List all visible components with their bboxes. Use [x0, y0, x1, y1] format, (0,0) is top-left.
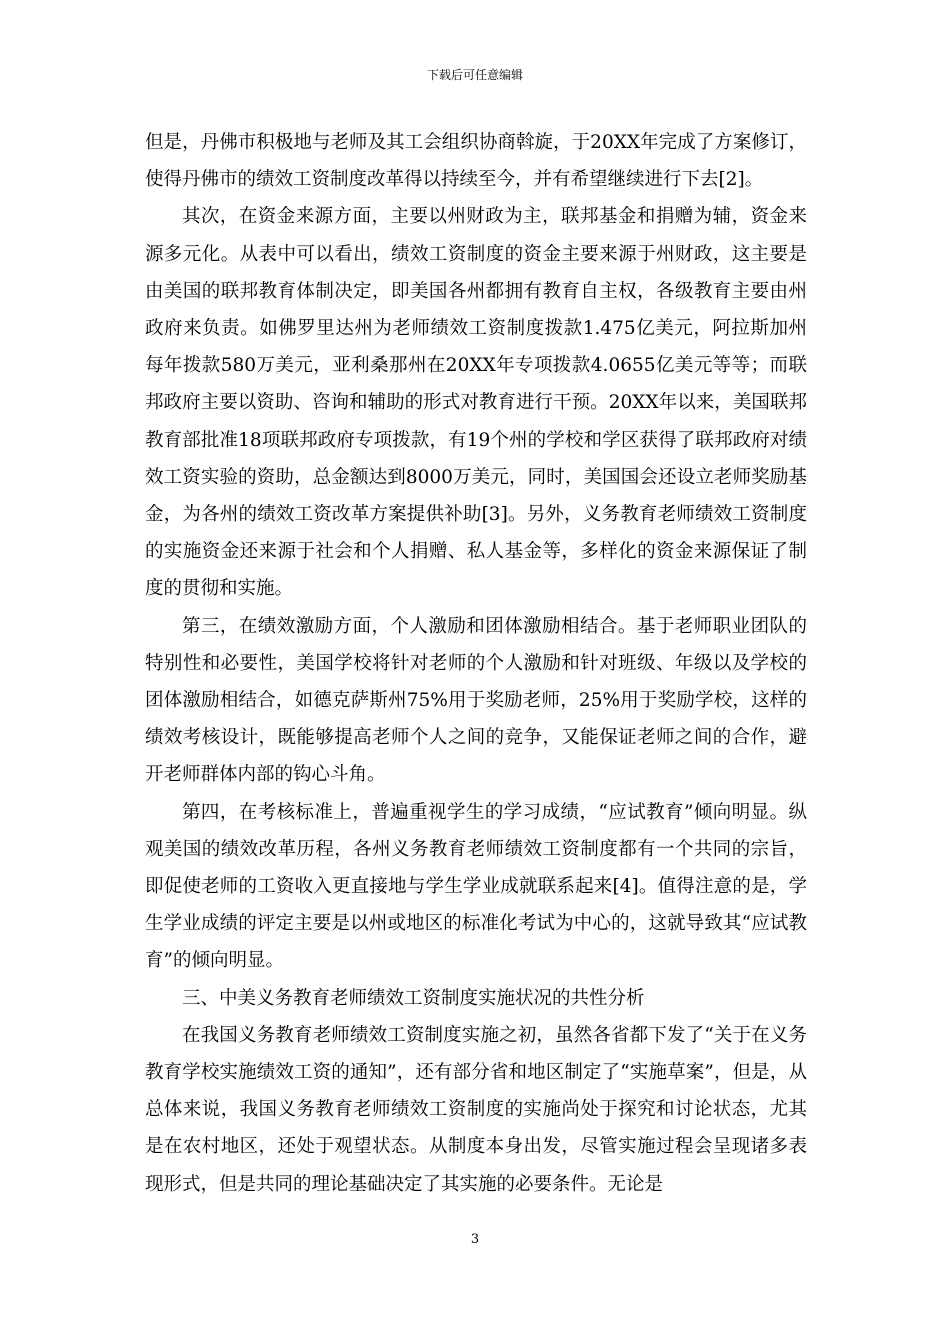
paragraph-4: 第四，在考核标准上，普遍重视学生的学习成绩，“应试教育”倾向明显。纵观美国的绩效改革历程，各州义务教育老师绩效工资制度都有一个共同的宗旨，即促使老师的工资收入更直接地与学生学业成就联系起来[4]。值得注意的是，学生学业成绩的评定主要是以州或地区的标准化考试为中心的，这就导致其“应试教育”的倾向明显。: [145, 801, 807, 972]
page-number: 3: [470, 1232, 480, 1247]
paragraph-3: 第三，在绩效激励方面，个人激励和团体激励相结合。基于老师职业团队的特别性和必要性，美国学校将针对老师的个人激励和针对班级、年级以及学校的团体激励相结合，如德克萨斯州75%用于奖励老师，25%用于奖励学校，这样的绩效考核设计，既能够提高老师个人之间的竞争，又能保证老师之间的合作，避开老师群体内部的钩心斗角。: [145, 615, 807, 786]
paragraph-5: 在我国义务教育老师绩效工资制度实施之初，虽然各省都下发了“关于在义务教育学校实施绩效工资的通知”，还有部分省和地区制定了“实施草案”，但是，从总体来说，我国义务教育老师绩效工资制度的实施尚处于探究和讨论状态，尤其是在农村地区，还处于观望状态。从制度本身出发，尽管实施过程会呈现诸多表现形式，但是共同的理论基础决定了其实施的必要条件。无论是: [145, 1024, 807, 1195]
paragraph-1: 但是，丹佛市积极地与老师及其工会组织协商斡旋，于20XX年完成了方案修订，使得丹佛市的绩效工资制度改革得以持续至今，并有希望继续进行下去[2]。: [145, 132, 807, 191]
document-body: [145, 124, 807, 1203]
paragraph-2: 其次，在资金来源方面，主要以州财政为主，联邦基金和捐赠为辅，资金来源多元化。从表中可以看出，绩效工资制度的资金主要来源于州财政，这主要是由美国的联邦教育体制决定，即美国各州都拥有教育自主权，各级教育主要由州政府来负责。如佛罗里达州为老师绩效工资制度拨款1.475亿美元，阿拉斯加州每年拨款580万美元，亚利桑那州在20XX年专项拨款4.0655亿美元等等；而联邦政府主要以资助、咨询和辅助的形式对教育进行干预。20XX年以来，美国联邦教育部批准18项联邦政府专项拨款，有19个州的学校和学区获得了联邦政府对绩效工资实验的资助，总金额达到8000万美元，同时，美国国会还设立老师奖励基金，为各州的绩效工资改革方案提供补助[3]。另外，义务教育老师绩效工资制度的实施资金还来源于社会和个人捐赠、私人基金等，多样化的资金来源保证了制度的贯彻和实施。: [145, 206, 807, 600]
section-heading: 三、中美义务教育老师绩效工资制度实施状况的共性分析: [182, 987, 645, 1009]
page-header: 下载后可任意编辑: [426, 68, 523, 82]
